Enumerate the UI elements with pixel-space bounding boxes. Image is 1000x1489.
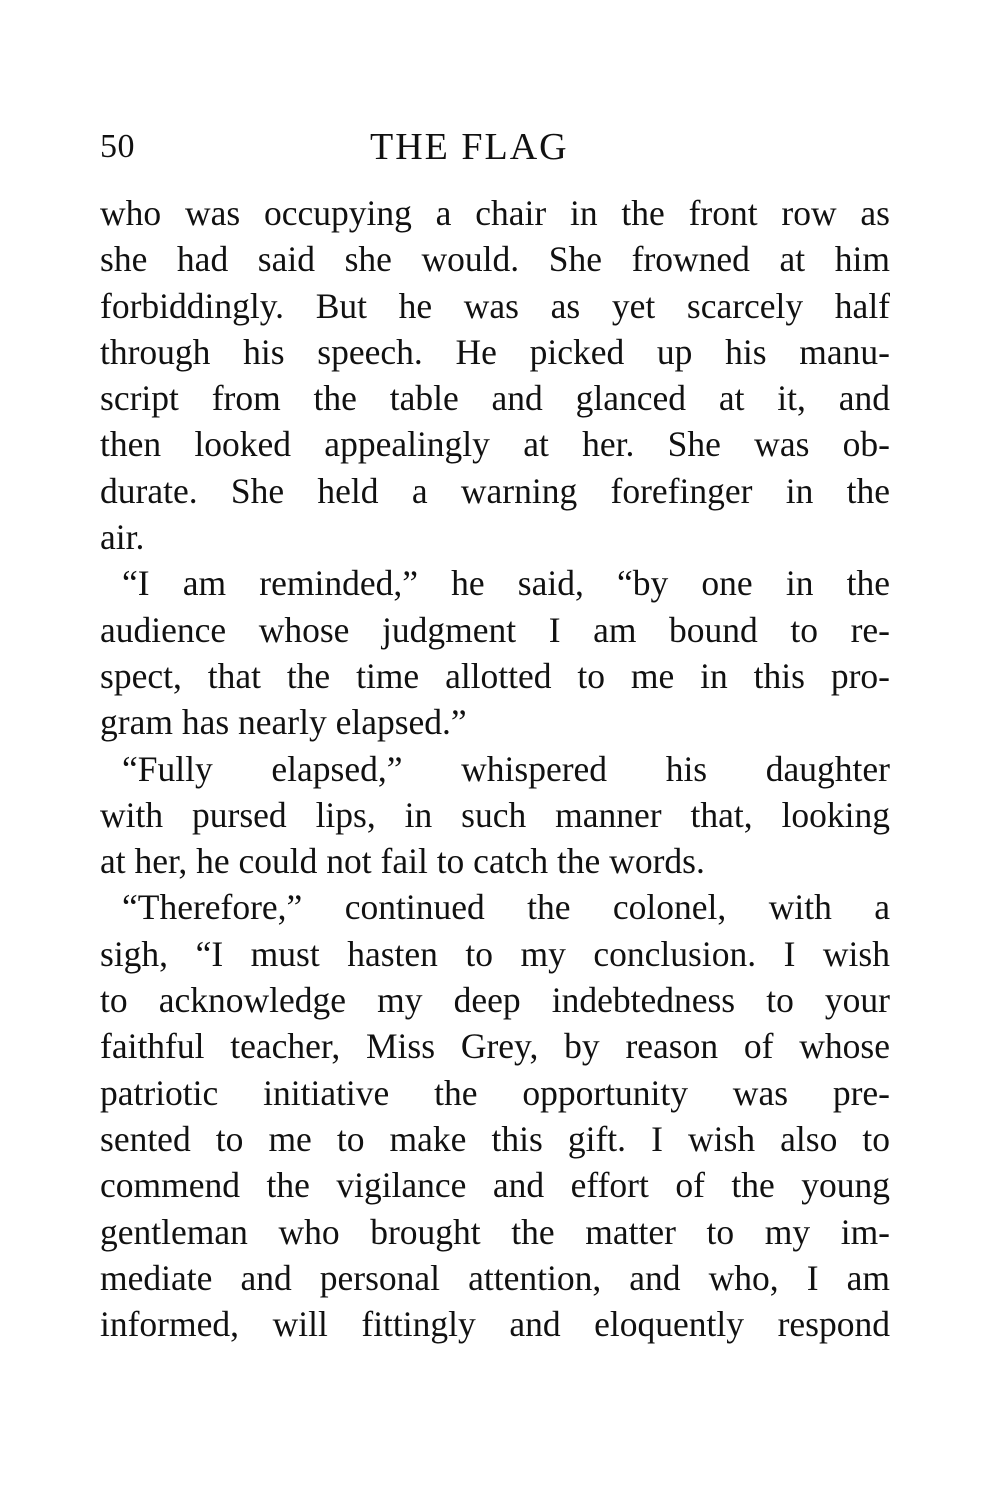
text-line: through his speech. He picked up his manu- (100, 331, 890, 372)
text-line: air. (100, 517, 145, 558)
text-line: patriotic initiative the opportunity was pre- (100, 1072, 890, 1113)
text-line: who was occupying a chair in the front row as (100, 193, 890, 233)
page-header (100, 122, 890, 172)
text-line: informed, will fittingly and eloquently respond (100, 1304, 890, 1345)
text-line: mediate and personal attention, and who, I am (100, 1257, 890, 1298)
text-line: audience whose judgment I am bound to re- (100, 609, 890, 650)
page-number: 50 (100, 128, 135, 165)
body-text (100, 190, 890, 1347)
text-line: durate. She held a warning forefinger in the (100, 470, 890, 511)
text-line: faithful teacher, Miss Grey, by reason of whose (100, 1026, 890, 1067)
text-line: to acknowledge my deep indebtedness to your (100, 980, 890, 1021)
text-line: at her, he could not fail to catch the words. (100, 841, 705, 882)
text-line: sigh, “I must hasten to my conclusion. I wish (100, 933, 890, 974)
text-line: spect, that the time allotted to me in this pro- (100, 655, 890, 696)
text-line: with pursed lips, in such manner that, looking (100, 794, 890, 835)
text-line: sented to me to make this gift. I wish also to (100, 1118, 890, 1159)
text-line: “Therefore,” continued the colonel, with a (122, 887, 890, 928)
text-line: then looked appealingly at her. She was ob- (100, 424, 890, 465)
text-line: “I am reminded,” he said, “by one in the (122, 563, 890, 604)
text-line: she had said she would. She frowned at him (100, 239, 890, 280)
text-line: gentleman who brought the matter to my im- (100, 1211, 890, 1252)
text-line: “Fully elapsed,” whispered his daughter (122, 748, 890, 789)
text-line: commend the vigilance and effort of the young (100, 1165, 890, 1206)
text-line: gram has nearly elapsed.” (100, 702, 467, 743)
text-line: forbiddingly. But he was as yet scarcely half (100, 285, 890, 326)
running-title: THE FLAG (370, 126, 569, 168)
text-line: script from the table and glanced at it, and (100, 378, 890, 419)
